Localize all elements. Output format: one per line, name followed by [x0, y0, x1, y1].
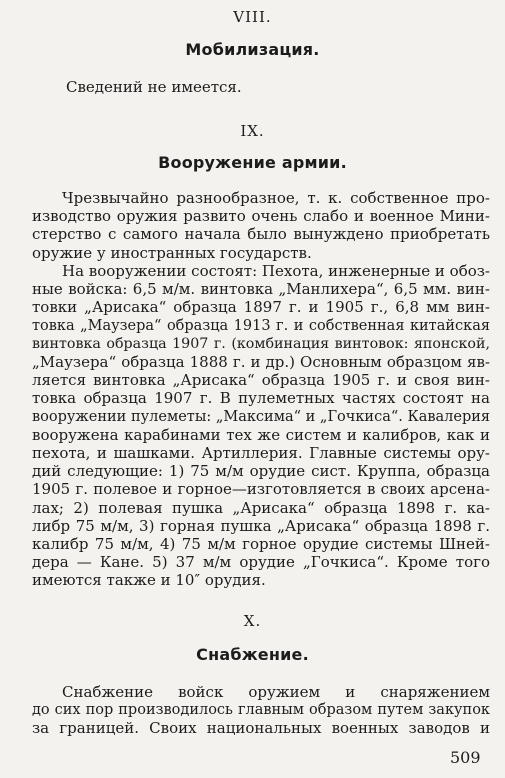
- text-line: либр 75 м/м, 3) горная пушка „Арисака“ образца 1898 г.: [32, 516, 490, 535]
- section-title-supply: Снабжение.: [196, 645, 309, 664]
- text-line: „Маузера“ образца 1888 г. и др.) Основным образцом яв-: [32, 353, 490, 372]
- text-line: Снабжение войск оружием и снаряжением: [62, 683, 490, 701]
- text-line: ные войска: 6,5 м/м. винтовка „Манлихера“, 6,5 мм. вин-: [32, 280, 490, 299]
- text-line: 1905 г. полевое и горное—изготовляется в своих арсена-: [32, 480, 490, 499]
- text-line: изводство оружия развито очень слабо и военное Мини-: [32, 207, 490, 226]
- text-line: товка „Маузера“ образца 1913 г. и собственная китайская: [32, 317, 490, 334]
- text-line: лах; 2) полевая пушка „Арисака“ образца 1898 г. ка-: [32, 498, 490, 517]
- text-line: до сих пор производилось главным образом путем закупок: [32, 702, 490, 719]
- text-line: дий следующие: 1) 75 м/м орудие сист. Круппа, образца: [32, 462, 490, 481]
- page-number: 509: [450, 748, 481, 767]
- section-title-mobilization: Мобилизация.: [185, 40, 320, 59]
- section-number-x: X.: [243, 612, 262, 630]
- text-line: товки „Арисака“ образца 1897 г. и 1905 г., 6,8 мм вин-: [32, 298, 490, 317]
- section-ix-paragraph-2: [32, 262, 490, 590]
- text-line: имеются также и 10″ орудия.: [32, 571, 266, 590]
- section-ix-paragraph-1: [32, 189, 490, 262]
- section-title-armament: Вооружение армии.: [158, 153, 347, 172]
- text-line: ляется винтовка „Арисака“ образца 1905 г. и своя вин-: [32, 371, 490, 390]
- section-x-paragraph: [32, 683, 490, 738]
- text-line: вооружении пулеметы: „Максима“ и „Гочкиса“. Кавалерия: [32, 408, 491, 425]
- text-line: товка образца 1907 г. В пулеметных частях состоят на: [32, 389, 490, 408]
- section-viii-text: Сведений не имеется.: [66, 78, 242, 96]
- text-line: дера — Кане. 5) 37 м/м орудие „Гочкиса“. Кроме того: [32, 553, 490, 572]
- text-line: за границей. Своих национальных военных заводов и: [32, 719, 490, 738]
- text-line: пехота, и шашками. Артиллерия. Главные системы ору-: [32, 444, 490, 463]
- text-line: Чрезвычайно разнообразное, т. к. собственное про-: [62, 189, 490, 207]
- section-number-viii: VIII.: [233, 8, 272, 26]
- text-line: На вооружении состоят: Пехота, инженерные и обоз-: [62, 262, 490, 280]
- section-number-ix: IX.: [240, 122, 265, 140]
- text-line: оружие у иностранных государств.: [32, 243, 312, 262]
- text-line: калибр 75 м/м, 4) 75 м/м горное орудие системы Шней-: [32, 535, 490, 554]
- text-line: вооружена карабинами тех же систем и калибров, как и: [32, 425, 490, 444]
- text-line: винтовка образца 1907 г. (комбинация винтовок: японской,: [32, 335, 490, 352]
- text-line: стерство с самого начала было вынуждено приобретать: [32, 225, 490, 244]
